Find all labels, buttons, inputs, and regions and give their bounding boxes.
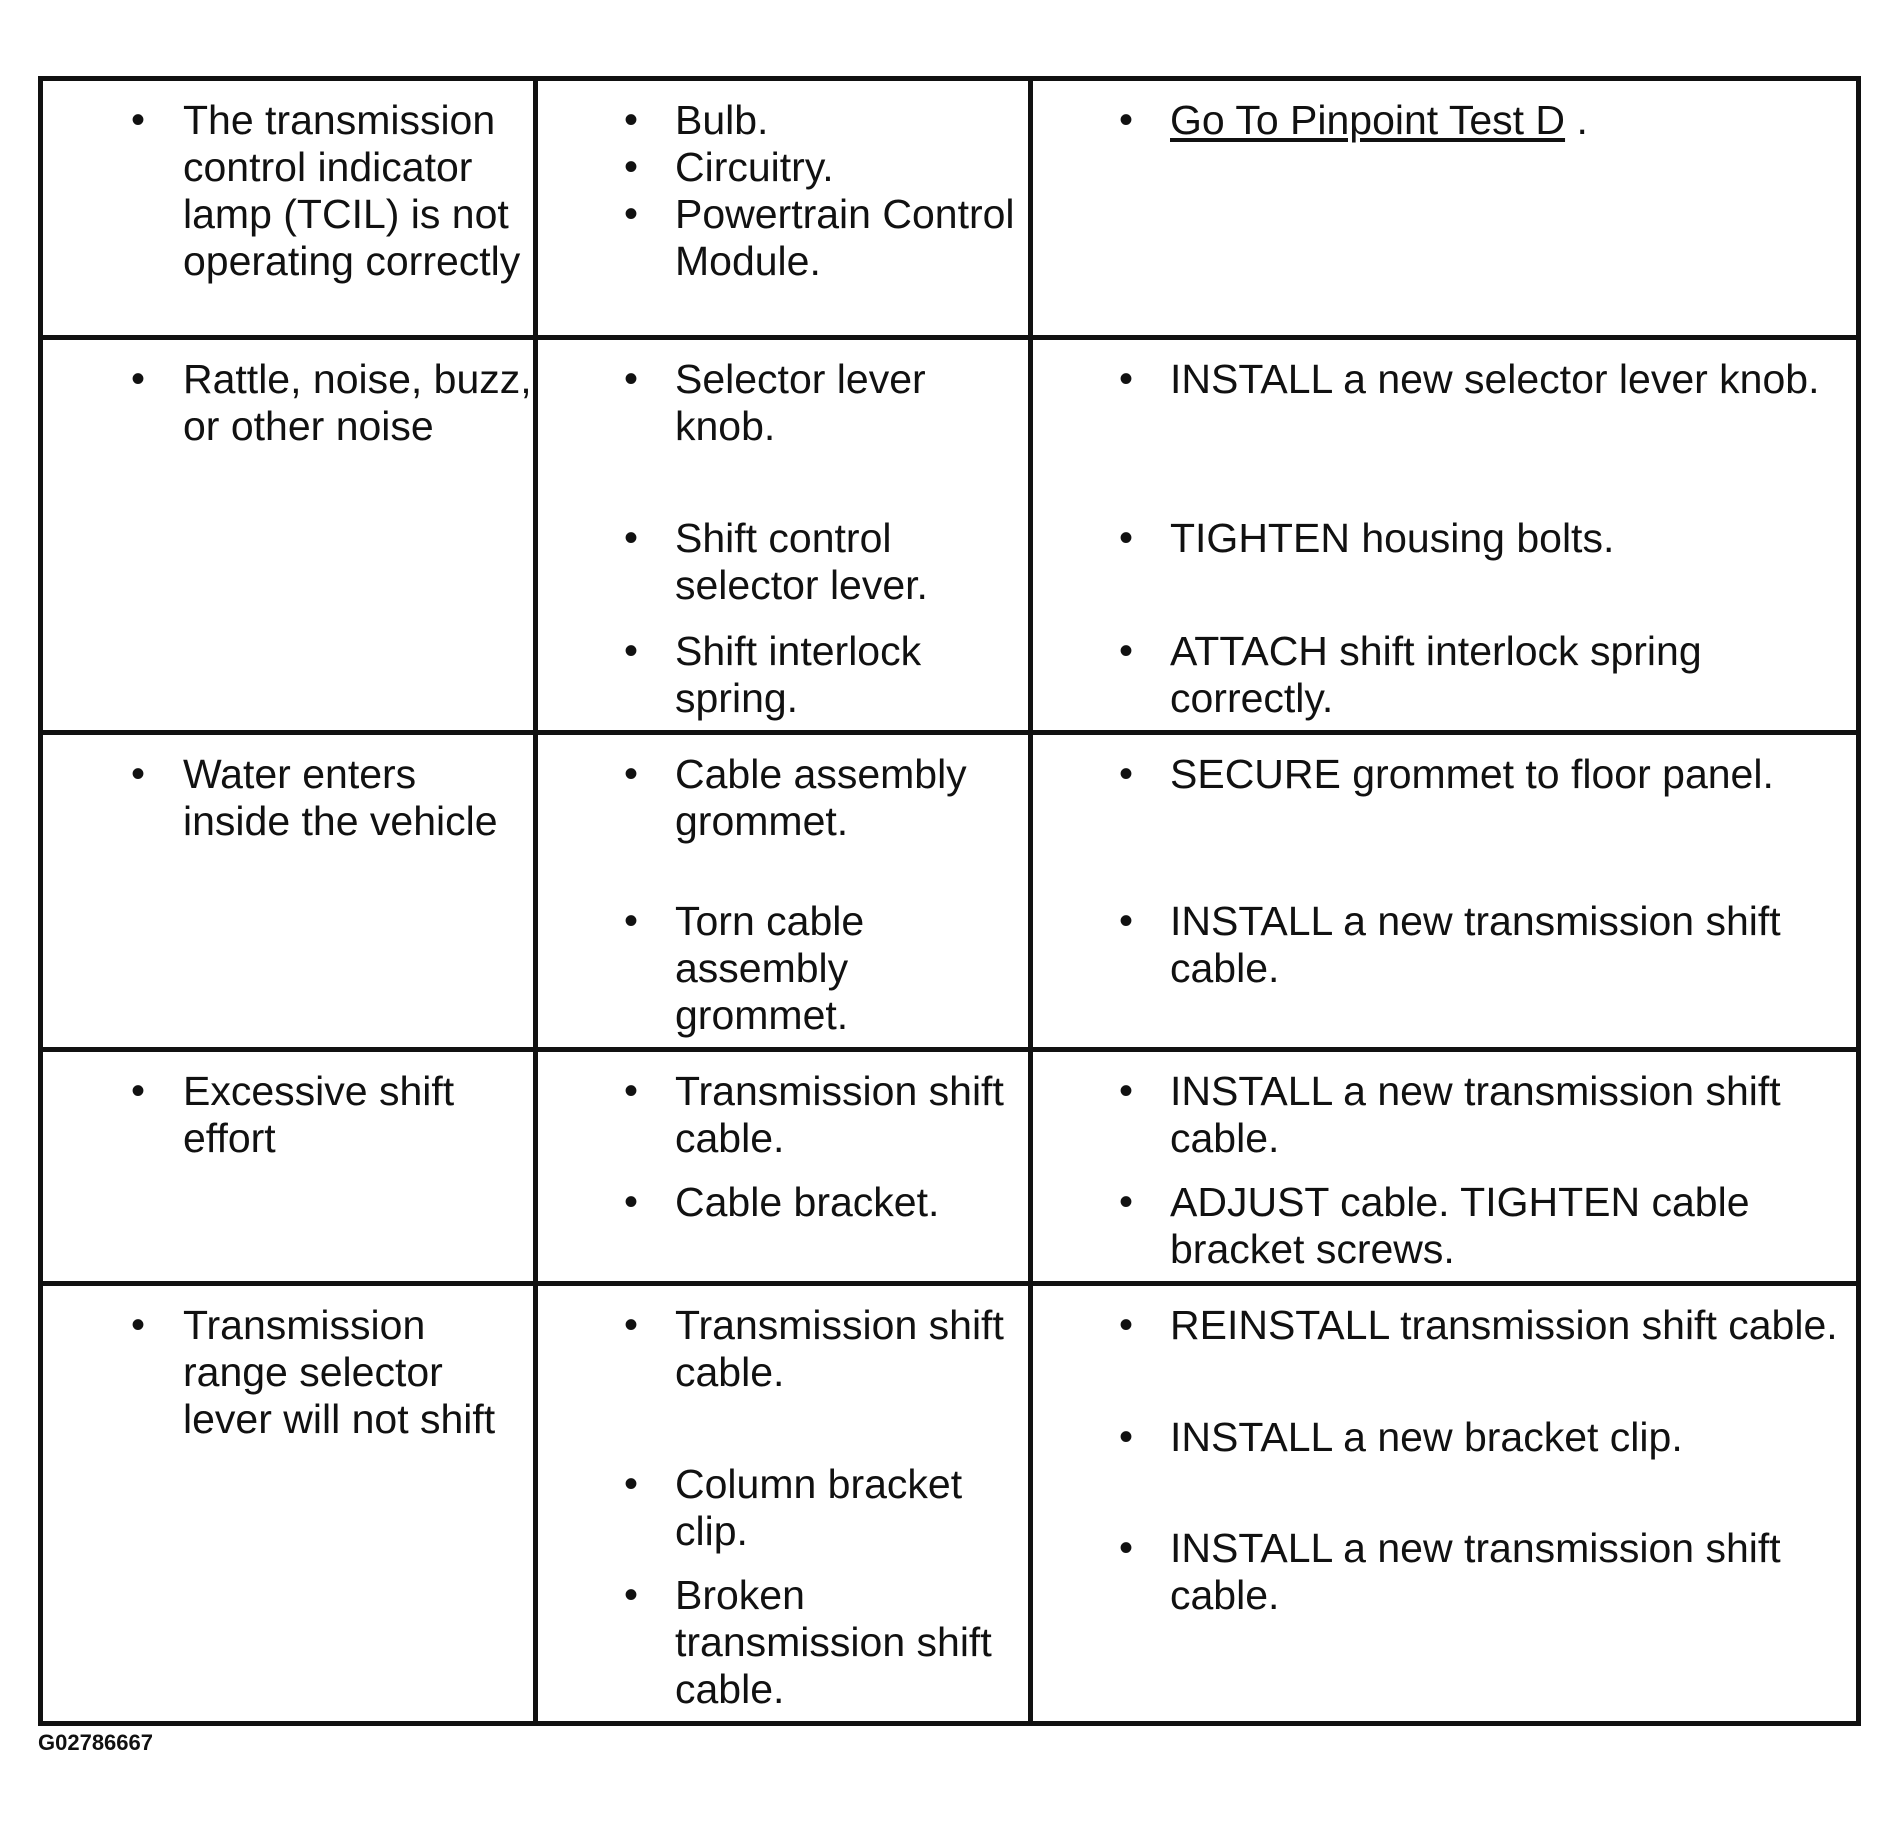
- cause-text: Bulb.: [675, 97, 769, 143]
- bullet-icon: •: [1119, 357, 1134, 401]
- bullet-icon: •: [1119, 1069, 1134, 1113]
- cause-text: Cable assembly grommet.: [675, 751, 967, 844]
- action-cell: [1031, 733, 1859, 1050]
- condition-cell: [41, 1284, 536, 1724]
- bullet-icon: •: [624, 899, 639, 943]
- list-item: [1033, 1525, 1856, 1619]
- bullet-icon: •: [624, 145, 639, 189]
- list-item: [538, 1302, 1028, 1396]
- table-row: [41, 733, 1859, 1050]
- action-cell: [1031, 338, 1859, 733]
- action-text: SECURE grommet to floor panel.: [1170, 751, 1774, 797]
- bullet-icon: •: [624, 1573, 639, 1617]
- list-item: [1033, 1302, 1856, 1349]
- table-row: [41, 1284, 1859, 1724]
- bullet-icon: •: [1119, 899, 1134, 943]
- list-item: [1033, 515, 1856, 562]
- list-item: [538, 191, 1028, 285]
- bullet-icon: •: [131, 1303, 146, 1347]
- condition-cell: [41, 338, 536, 733]
- list-item: [1033, 751, 1856, 798]
- action-cell: [1031, 79, 1859, 338]
- list-item: [538, 356, 1028, 450]
- list-item: [1033, 97, 1856, 144]
- pinpoint-test-link[interactable]: Go To Pinpoint Test D: [1170, 97, 1566, 143]
- table-row: [41, 338, 1859, 733]
- diagnosis-table: [38, 76, 1861, 1726]
- bullet-icon: •: [624, 357, 639, 401]
- bullet-icon: •: [624, 1303, 639, 1347]
- cause-cell: [536, 733, 1031, 1050]
- list-item: [538, 144, 1028, 191]
- bullet-icon: •: [1119, 98, 1134, 142]
- cause-text: Broken transmission shift cable.: [675, 1572, 992, 1712]
- list-item: [1033, 1414, 1856, 1461]
- list-item: [538, 97, 1028, 144]
- bullet-icon: •: [131, 357, 146, 401]
- bullet-icon: •: [1119, 1303, 1134, 1347]
- cause-text: Shift interlock spring.: [675, 628, 922, 721]
- bullet-icon: •: [624, 1069, 639, 1113]
- action-text: ADJUST cable. TIGHTEN cable bracket screws.: [1170, 1179, 1750, 1272]
- condition-cell: [41, 1050, 536, 1284]
- cause-cell: [536, 1284, 1031, 1724]
- action-text: ATTACH shift interlock spring correctly.: [1170, 628, 1702, 721]
- list-item: [43, 356, 533, 450]
- cause-text: Transmission shift cable.: [675, 1068, 1004, 1161]
- bullet-icon: •: [1119, 752, 1134, 796]
- cause-text: Shift control selector lever.: [675, 515, 928, 608]
- condition-cell: [41, 79, 536, 338]
- cause-text: Cable bracket.: [675, 1179, 940, 1225]
- list-item: [538, 1461, 1028, 1555]
- list-item: [43, 1302, 533, 1443]
- bullet-icon: •: [1119, 1415, 1134, 1459]
- list-item: [1033, 628, 1856, 722]
- cause-cell: [536, 338, 1031, 733]
- cause-text: Torn cable assembly grommet.: [675, 898, 865, 1038]
- list-item: [538, 898, 1028, 1039]
- action-text: INSTALL a new bracket clip.: [1170, 1414, 1683, 1460]
- condition-text: Transmission range selector lever will not shift: [183, 1302, 496, 1442]
- cause-text: Transmission shift cable.: [675, 1302, 1004, 1395]
- list-item: [538, 751, 1028, 845]
- list-item: [1033, 898, 1856, 992]
- list-item: [1033, 1068, 1856, 1162]
- list-item: [43, 1068, 533, 1162]
- cause-text: Selector lever knob.: [675, 356, 926, 449]
- figure-id: G02786667: [38, 1730, 153, 1755]
- condition-text: Excessive shift effort: [183, 1068, 455, 1161]
- list-item: [538, 628, 1028, 722]
- condition-text: Water enters inside the vehicle: [183, 751, 498, 844]
- condition-text: The transmission control indicator lamp (TCIL) is not operating correctly: [183, 97, 521, 284]
- bullet-icon: •: [1119, 1180, 1134, 1224]
- table-row: [41, 1050, 1859, 1284]
- bullet-icon: •: [131, 752, 146, 796]
- list-item: [538, 1179, 1028, 1226]
- bullet-icon: •: [624, 516, 639, 560]
- list-item: [1033, 1179, 1856, 1273]
- bullet-icon: •: [1119, 1526, 1134, 1570]
- bullet-icon: •: [624, 192, 639, 236]
- cause-text: Powertrain Control Module.: [675, 191, 1015, 284]
- link-suffix: .: [1565, 97, 1588, 143]
- list-item: [538, 515, 1028, 609]
- action-text: INSTALL a new selector lever knob.: [1170, 356, 1820, 402]
- list-item: [1033, 356, 1856, 403]
- action-cell: [1031, 1050, 1859, 1284]
- cause-text: Circuitry.: [675, 144, 834, 190]
- list-item: [538, 1068, 1028, 1162]
- list-item: [43, 97, 533, 285]
- table-row: [41, 79, 1859, 338]
- bullet-icon: •: [1119, 516, 1134, 560]
- action-text: INSTALL a new transmission shift cable.: [1170, 1525, 1781, 1618]
- condition-cell: [41, 733, 536, 1050]
- action-text: INSTALL a new transmission shift cable.: [1170, 1068, 1781, 1161]
- list-item: [43, 751, 533, 845]
- action-text: INSTALL a new transmission shift cable.: [1170, 898, 1781, 991]
- bullet-icon: •: [131, 98, 146, 142]
- bullet-icon: •: [624, 1462, 639, 1506]
- action-cell: [1031, 1284, 1859, 1724]
- bullet-icon: •: [624, 98, 639, 142]
- cause-cell: [536, 79, 1031, 338]
- bullet-icon: •: [131, 1069, 146, 1113]
- action-text: TIGHTEN housing bolts.: [1170, 515, 1615, 561]
- list-item: [538, 1572, 1028, 1713]
- bullet-icon: •: [624, 752, 639, 796]
- bullet-icon: •: [624, 1180, 639, 1224]
- condition-text: Rattle, noise, buzz, or other noise: [183, 356, 532, 449]
- cause-cell: [536, 1050, 1031, 1284]
- cause-text: Column bracket clip.: [675, 1461, 963, 1554]
- bullet-icon: •: [1119, 629, 1134, 673]
- action-text: REINSTALL transmission shift cable.: [1170, 1302, 1838, 1348]
- bullet-icon: •: [624, 629, 639, 673]
